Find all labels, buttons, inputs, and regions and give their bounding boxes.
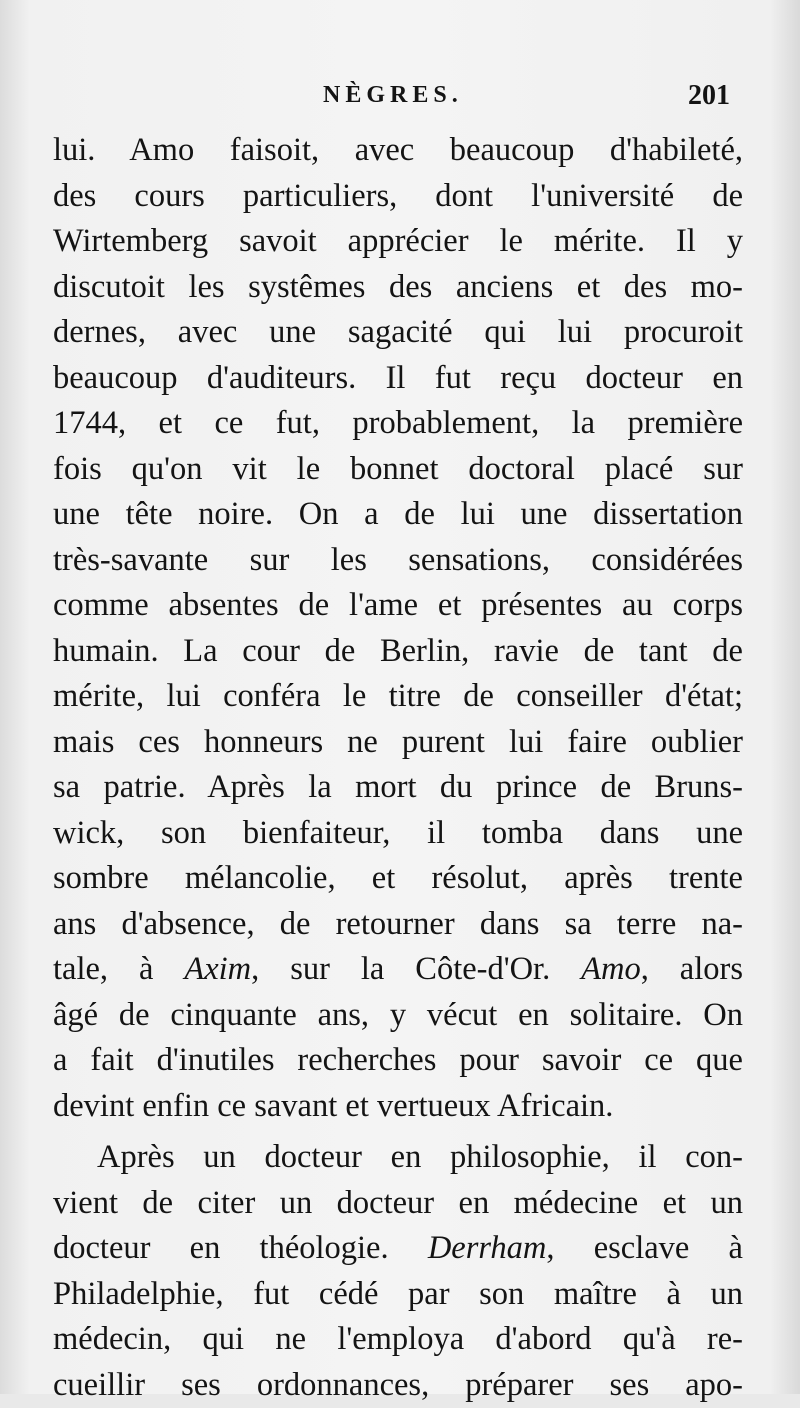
text-line: beaucoup d'auditeurs. Il fut reçu docteur en (53, 356, 743, 402)
text-line: devint enfin ce savant et vertueux Africain. (53, 1084, 743, 1130)
paragraph (53, 1135, 743, 1408)
paragraph (53, 128, 743, 1129)
text-line: Après un docteur en philosophie, il con- (53, 1135, 743, 1181)
text-line: cueillir ses ordonnances, préparer ses apo- (53, 1363, 743, 1408)
text-line: mais ces honneurs ne purent lui faire oublier (53, 720, 743, 766)
text-line: a fait d'inutiles recherches pour savoir ce que (53, 1038, 743, 1084)
page-number: 201 (688, 80, 730, 112)
text-line: dernes, avec une sagacité qui lui procuroit (53, 310, 743, 356)
text-line: sombre mélancolie, et résolut, après trente (53, 856, 743, 902)
text-line: très-savante sur les sensations, considérées (53, 538, 743, 584)
text-line: âgé de cinquante ans, y vécut en solitaire. On (53, 993, 743, 1039)
running-head (0, 82, 800, 116)
text-line: lui. Amo faisoit, avec beaucoup d'habileté, (53, 128, 743, 174)
running-title: NÈGRES. (323, 82, 463, 109)
text-line: comme absentes de l'ame et présentes au corps (53, 583, 743, 629)
text-line: Wirtemberg savoit apprécier le mérite. Il y (53, 219, 743, 265)
text-line: mérite, lui conféra le titre de conseiller d'état; (53, 674, 743, 720)
text-line: médecin, qui ne l'employa d'abord qu'à re- (53, 1317, 743, 1363)
text-line: tale, à Axim, sur la Côte-d'Or. Amo, alors (53, 947, 743, 993)
text-line: fois qu'on vit le bonnet doctoral placé sur (53, 447, 743, 493)
text-line: des cours particuliers, dont l'université de (53, 174, 743, 220)
text-line: vient de citer un docteur en médecine et un (53, 1181, 743, 1227)
text-line: Philadelphie, fut cédé par son maître à un (53, 1272, 743, 1318)
text-line: humain. La cour de Berlin, ravie de tant de (53, 629, 743, 675)
text-line: docteur en théologie. Derrham, esclave à (53, 1226, 743, 1272)
text-line: wick, son bienfaiteur, il tomba dans une (53, 811, 743, 857)
text-line: discutoit les systêmes des anciens et des mo- (53, 265, 743, 311)
text-line: une tête noire. On a de lui une dissertation (53, 492, 743, 538)
text-line: 1744, et ce fut, probablement, la première (53, 401, 743, 447)
text-line: sa patrie. Après la mort du prince de Bruns- (53, 765, 743, 811)
body-text (53, 128, 743, 1408)
text-line: ans d'absence, de retourner dans sa terre na- (53, 902, 743, 948)
